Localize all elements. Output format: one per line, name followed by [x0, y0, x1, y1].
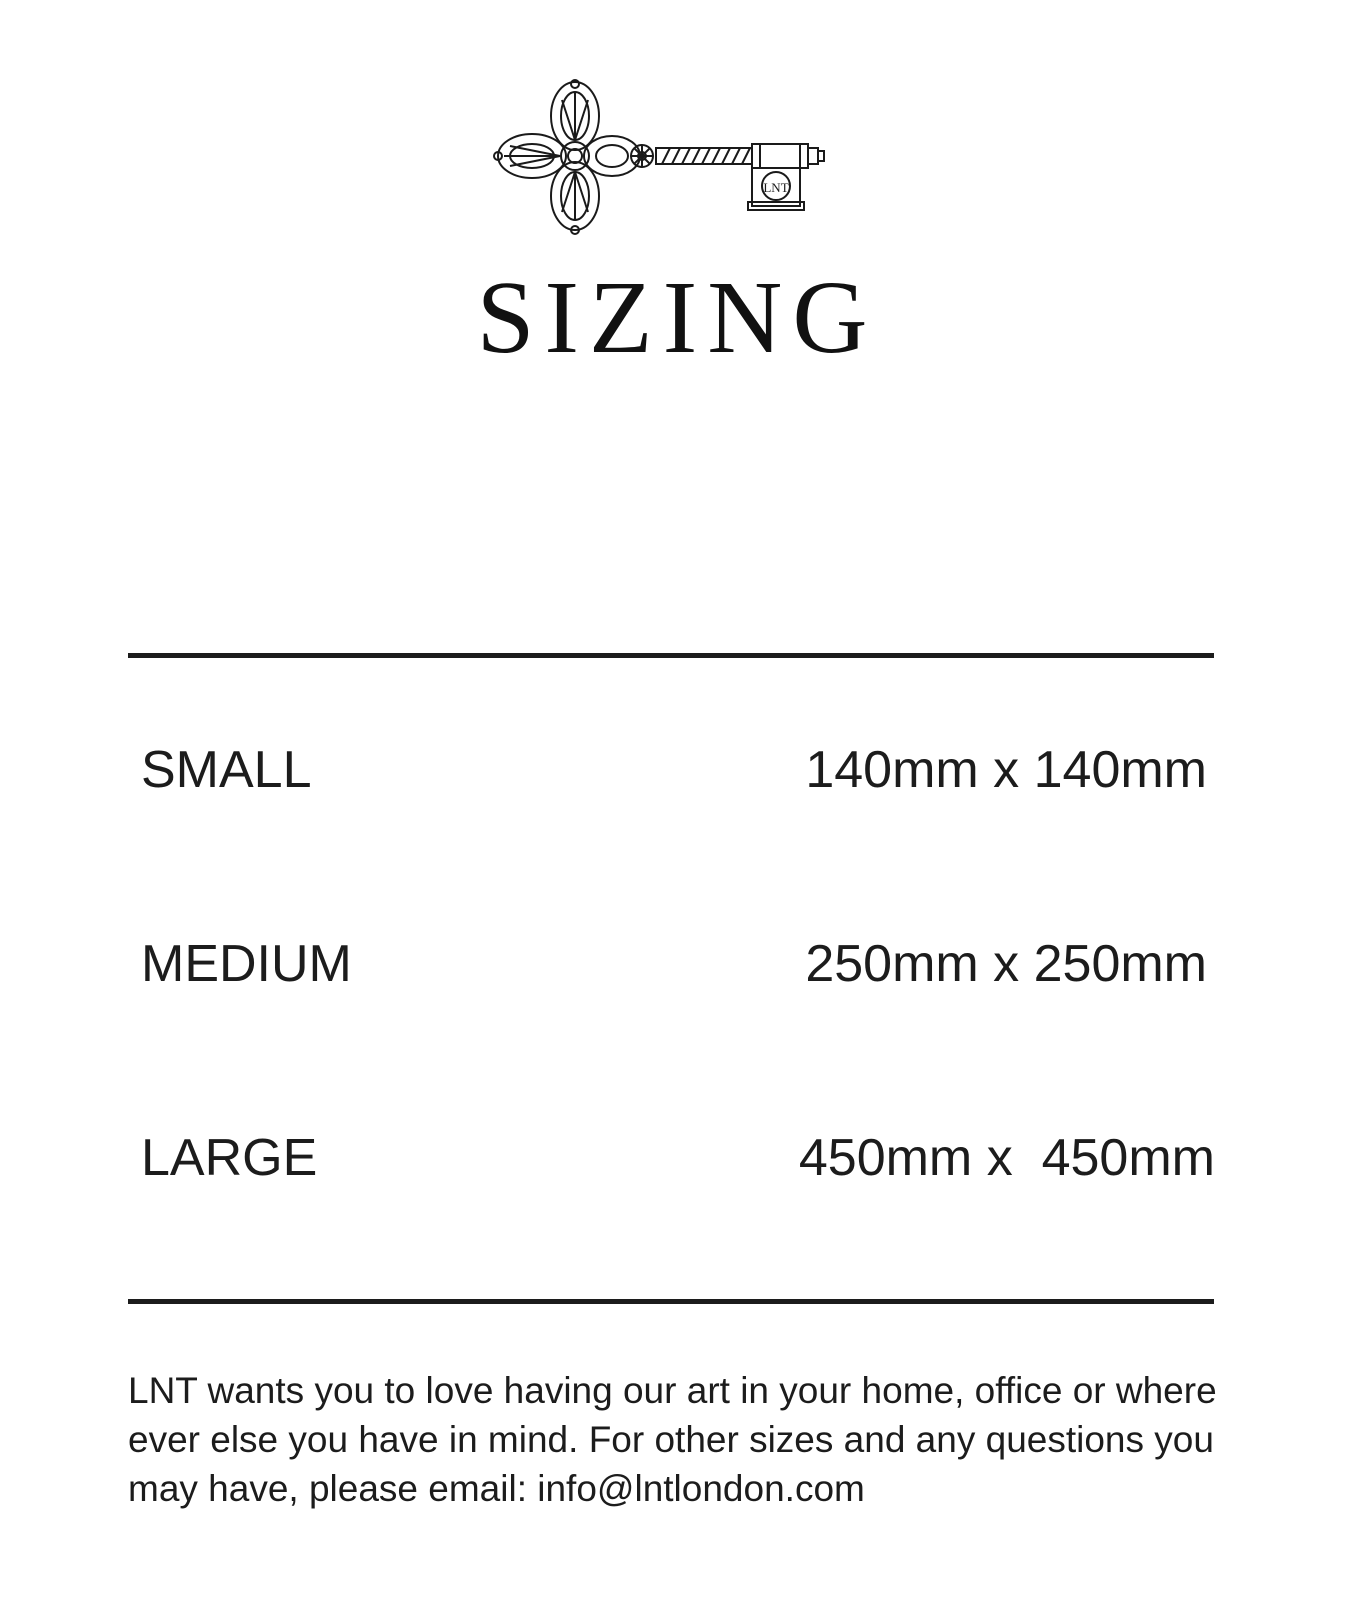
top-divider — [128, 653, 1214, 658]
size-row-small — [141, 740, 1207, 800]
ornate-key-logo-icon — [490, 78, 840, 238]
size-dimensions: 140mm x 140mm — [805, 741, 1207, 799]
size-label: SMALL — [141, 741, 312, 799]
page-title: SIZING — [476, 260, 878, 375]
size-row-large — [141, 1128, 1215, 1188]
size-label: LARGE — [141, 1129, 318, 1187]
size-row-medium — [141, 934, 1207, 994]
key-monogram: LNT — [763, 180, 789, 195]
contact-note: LNT wants you to love having our art in your home, office or where ever else you have in mind. For other sizes and any questions you may have, please email: info@lntlondon.com — [128, 1370, 1217, 1509]
size-dimensions: 250mm x 250mm — [805, 935, 1207, 993]
size-dimensions: 450mm x 450mm — [798, 1129, 1215, 1187]
size-label: MEDIUM — [141, 935, 352, 993]
bottom-divider — [128, 1299, 1214, 1304]
